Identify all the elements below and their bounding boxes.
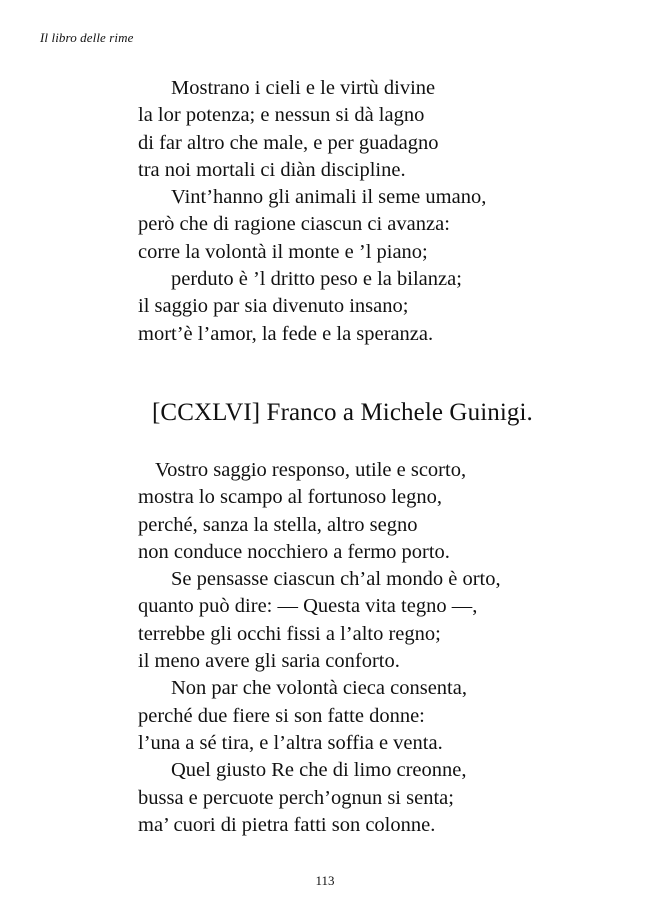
verse-line: l’una a sé tira, e l’altra soffia e venta.	[138, 731, 443, 754]
verse-line: Se pensasse ciascun ch’al mondo è orto,	[171, 568, 501, 591]
verse-line: bussa e percuote perch’ognun si senta;	[138, 786, 454, 809]
verse-line: Vostro saggio responso, utile e scorto,	[155, 459, 467, 481]
running-head: Il libro delle rime	[40, 30, 134, 45]
verse-line: corre la volontà il monte e ’l piano;	[138, 240, 428, 263]
verse-line: mostra lo scampo al fortunoso legno,	[138, 486, 443, 509]
verse-line: mort’è l’amor, la fede e la speranza.	[138, 322, 434, 345]
verse-line: però che di ragione ciascun ci avanza:	[138, 213, 450, 236]
verse-line: di far altro che male, e per guadagno	[138, 131, 439, 154]
verse-line: il meno avere gli saria conforto.	[138, 650, 400, 673]
verse-line: Quel giusto Re che di limo creonne,	[171, 759, 467, 782]
verse-line: non conduce nocchiero a fermo porto.	[138, 540, 450, 563]
verse-line: la lor potenza; e nessun si dà lagno	[138, 104, 425, 127]
section-title: [CCXLVI] Franco a Michele Guinigi.	[152, 399, 533, 426]
verse-line: il saggio par sia divenuto insano;	[138, 295, 409, 318]
verse-line: ma’ cuori di pietra fatti son colonne.	[138, 813, 436, 836]
verse-line: perché, sanza la stella, altro segno	[138, 513, 418, 536]
verse-line: Vint’hanno gli animali il seme umano,	[171, 186, 487, 209]
verse-line: quanto può dire: — Questa vita tegno —,	[138, 595, 478, 618]
verse-line: Mostrano i cieli e le virtù divine	[171, 77, 436, 99]
poem-top	[138, 75, 486, 348]
poem-bottom	[138, 457, 501, 839]
verse-line: terrebbe gli occhi fissi a l’alto regno;	[138, 622, 441, 645]
verse-line: Non par che volontà cieca consenta,	[171, 677, 467, 700]
page-number: 113	[315, 873, 335, 888]
verse-line: perché due fiere si son fatte donne:	[138, 704, 425, 727]
verse-line: perduto è ’l dritto peso e la bilanza;	[171, 268, 462, 291]
verse-line: tra noi mortali ci diàn discipline.	[138, 158, 406, 181]
